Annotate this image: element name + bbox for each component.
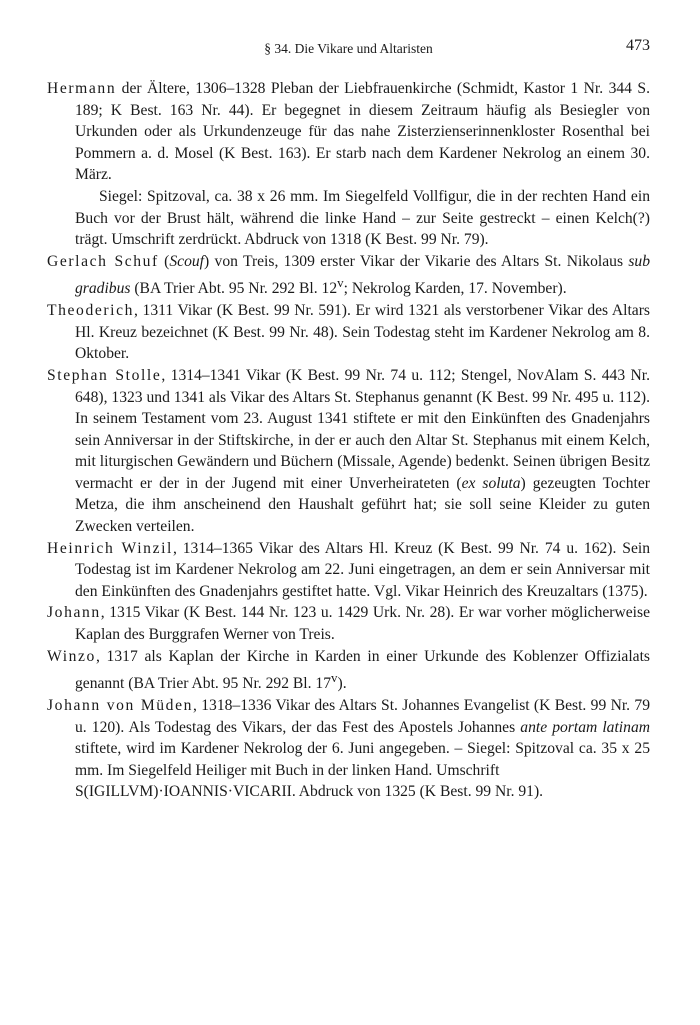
entry-text: , 1315 Vikar (K Best. 144 Nr. 123 u. 1429 Urk. Nr. 28). Er war vorher möglicherweise Kaplan des Burggrafen Werner von Treis.: [75, 604, 650, 644]
page-header: [47, 37, 650, 61]
entry-text: ) von Treis, 1309 erster Vikar der Vikarie des Altars St. Nikolaus: [204, 252, 629, 270]
entry-text: , 1311 Vikar (K Best. 99 Nr. 591). Er wird 1321 als verstorbener Vikar des Altars Hl. Kreuz bezeichnet (K Best. 99 Nr. 48). Sein Todestag steht im Kardener Nekrolog am 8. Oktober.: [75, 302, 650, 363]
entry-text: der Ältere, 1306–1328 Pleban der Liebfrauenkirche (Schmidt, Kastor 1 Nr. 344 S. 189; K Best. 163 Nr. 44). Er begegnet in diesem Zeitraum häufig als Besiegler von Urkunden oder als Urkundenzeuge für das nahe Zisterzienserinnenkloster Rosenthal bei Pommern a. d. Mosel (K Best. 163). Er starb nach dem Kardener Nekrolog an einem 30. März.: [75, 80, 650, 184]
entry-italic: Scouf: [169, 252, 205, 270]
entry-gerlach-schuf: [47, 251, 650, 300]
entry-theoderich: [47, 300, 650, 365]
entry-text: , 1314–1365 Vikar des Altars Hl. Kreuz (K Best. 99 Nr. 74 u. 162). Sein Todestag ist im Kardener Nekrolog am 22. Juni eingetragen, an dem er sein Anniversar mit den Einkünften des Gnadenjahrs gestiftet hatte. Vgl. Vikar Heinrich des Kreuzaltars (1375).: [75, 539, 650, 600]
entry-name: Winzo: [47, 647, 96, 665]
page-number: 473: [626, 37, 650, 54]
entry-text: S(IGILLVM)·IOANNIS·VICARII. Abdruck von 1325 (K Best. 99 Nr. 91).: [75, 783, 544, 801]
entry-name: Stephan Stolle: [47, 366, 162, 384]
entry-name: Johann: [47, 604, 101, 622]
entry-text: , 1314–1341 Vikar (K Best. 99 Nr. 74 u. 112; Stengel, NovAlam S. 443 Nr. 648), 1323 und 1341 als Vikar des Altars St. Stephanus genannt (K Best. 99 Nr. 495 u. 112). In seinem Testament vom 23. August 1341 stiftete er mit den Einkünften des Gnadenjahrs sein Anniversar in der Stiftskirche, in der er auch den Altar St. Stephanus mit einem Kelch, mit liturgischen Gewändern und Büchern (Missale, Agende) bedenkt. Seinen übrigen Besitz vermacht er der in der Jugend mit einer Unverheirateten (: [75, 366, 650, 492]
entry-name: Theoderich: [47, 302, 135, 320]
entry-johann: [47, 602, 650, 645]
entry-text: (BA Trier Abt. 95 Nr. 292 Bl. 12: [130, 280, 338, 298]
running-title: § 34. Die Vikare und Altaristen: [264, 41, 433, 56]
entry-stephan-stolle: [47, 365, 650, 538]
entry-superscript: v: [331, 670, 338, 686]
entry-name: Heinrich Winzil: [47, 539, 173, 557]
entry-italic: ex soluta: [461, 474, 521, 492]
entry-text: stiftete, wird im Kardener Nekrolog der 6. Juni angegeben. – Siegel: Spitzoval ca. 35 x 25 mm. Im Siegelfeld Heiliger mit Buch in der linken Hand. Umschrift: [75, 740, 650, 779]
entry-name: Johann von Müden: [47, 697, 194, 714]
entry-heinrich-winzil: [47, 538, 650, 603]
entry-text: ) gezeugten Tochter Metza, die ihm anscheinend den Haushalt geführt hat; sie soll seine Kleider zu guten Zwecken verteilen.: [75, 474, 651, 536]
entry-winzo: [47, 646, 650, 695]
entry-italic: sub gradibus: [75, 252, 650, 298]
entry-superscript: v: [337, 275, 344, 291]
entry-text: (: [158, 252, 170, 270]
entry-text: ; Nekrolog Karden, 17. November).: [343, 280, 567, 298]
entry-text: , 1317 als Kaplan der Kirche in Karden in einer Urkunde des Koblenzer Offizialats genannt (BA Trier Abt. 95 Nr. 292 Bl. 17: [75, 647, 650, 693]
entry-name: Gerlach Schuf: [47, 252, 159, 270]
seal-description: Siegel: Spitzoval, ca. 38 x 26 mm. Im Siegelfeld Vollfigur, die in der rechten Hand ein Buch vor der Brust hält, während die linke Hand – zur Seite gestreckt – einen Kelch(?) trägt. Umschrift zerdrückt. Abdruck von 1318 (K Best. 99 Nr. 79).: [75, 187, 650, 249]
entry-johann-von-mueden: [47, 695, 650, 803]
entry-hermann: [47, 78, 650, 186]
entry-list: [47, 78, 650, 803]
entry-text: ).: [337, 675, 347, 693]
entry-italic: ante portam latinam: [520, 718, 650, 736]
entry-name: Hermann: [47, 80, 117, 97]
entry-text: , 1318–1336 Vikar des Altars St. Johannes Evangelist (K Best. 99 Nr. 79 u. 120). Als Todestag des Vikars, der das Fest des Apostels Johannes: [75, 697, 650, 736]
